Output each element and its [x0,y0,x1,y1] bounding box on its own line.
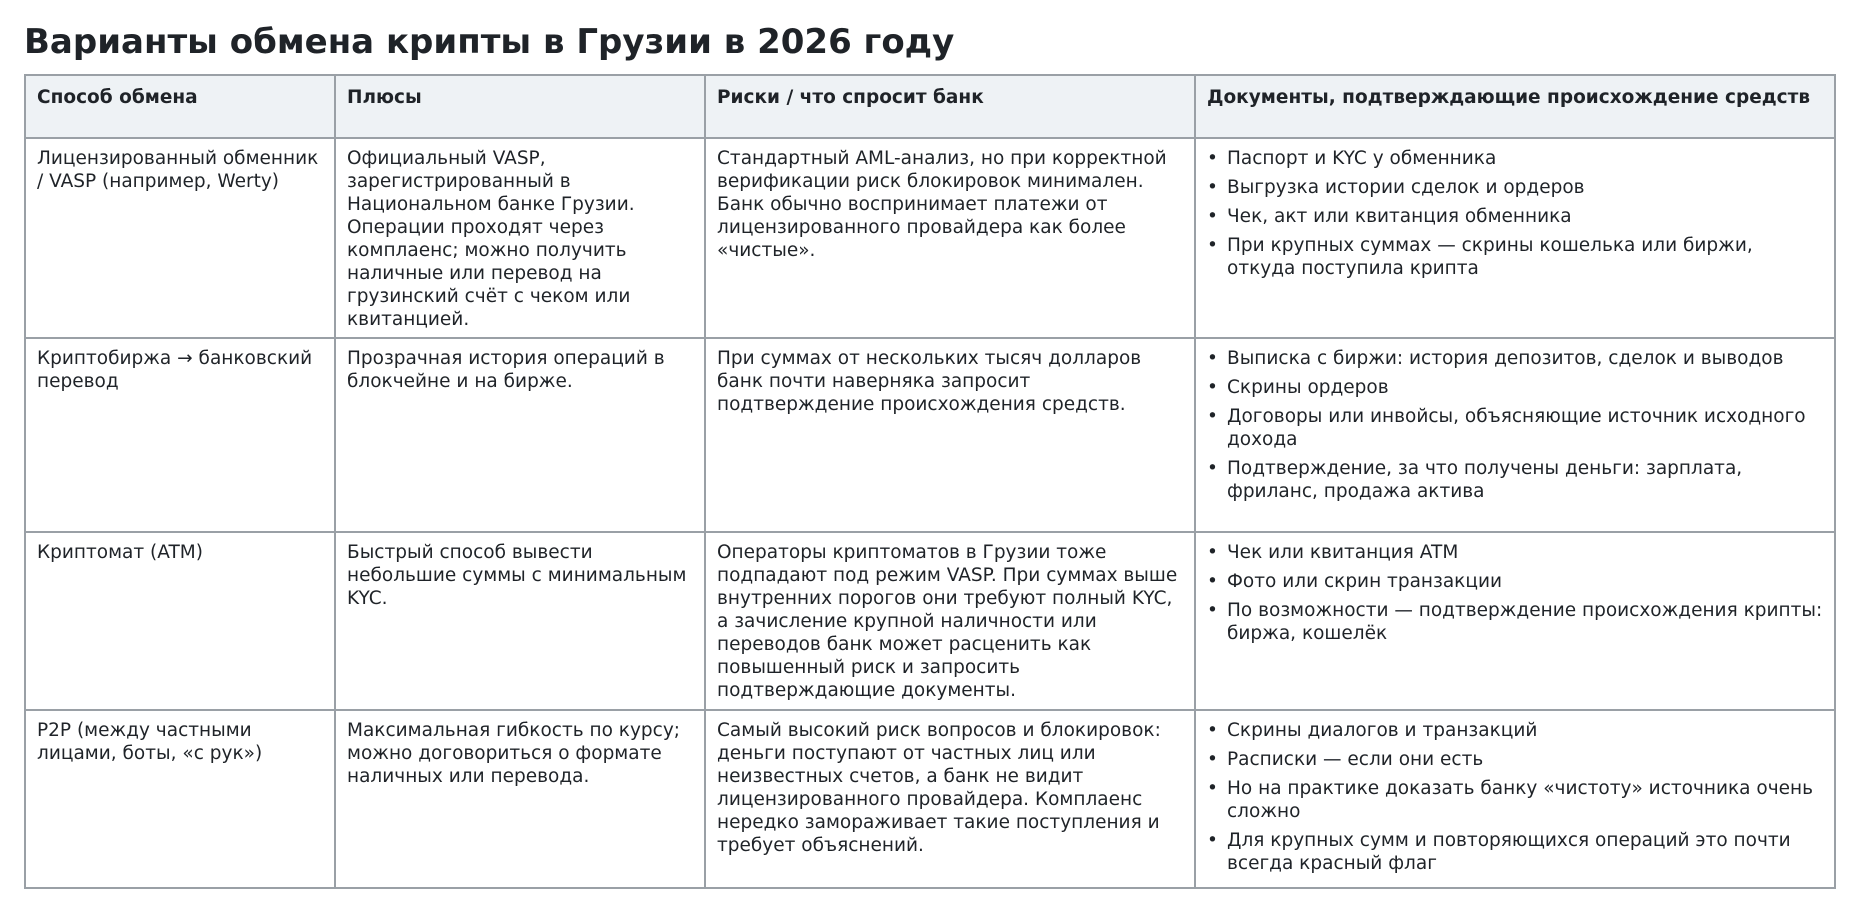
document-item: • При крупных суммах — скрины кошелька или биржи, откуда поступила крипта [1207,234,1824,280]
cell-pros: Официальный VASP, зарегистрированный в Национальном банке Грузии. Операции проходят через комплаенс; можно получить наличные или перевод на грузинский счёт с чеком или квитанцией. [335,138,705,338]
table-header [25,75,1835,138]
cell-pros: Быстрый способ вывести небольшие суммы с минимальным KYC. [335,532,705,710]
cell-risks: При суммах от нескольких тысяч долларов банк почти наверняка запросит подтверждение происхождения средств. [705,338,1195,532]
document-item: • Расписки — если они есть [1207,748,1824,771]
table-row [25,338,1835,532]
document-item: • Договоры или инвойсы, объясняющие источник исходного дохода [1207,405,1824,451]
document-item: • Для крупных сумм и повторяющихся операций это почти всегда красный флаг [1207,829,1824,875]
cell-pros: Максимальная гибкость по курсу; можно договориться о формате наличных или перевода. [335,710,705,888]
header-pros: Плюсы [335,75,705,138]
cell-method: Криптобиржа → банковский перевод [25,338,335,532]
page-title: Варианты обмена крипты в Грузии в 2026 году [24,22,955,62]
cell-documents [1195,138,1835,338]
cell-method: Лицензированный обменник / VASP (например, Werty) [25,138,335,338]
document-item: • Скрины ордеров [1207,376,1824,399]
crypto-exchange-table [24,74,1836,889]
cell-method: Криптомат (ATM) [25,532,335,710]
document-item: • Подтверждение, за что получены деньги: зарплата, фриланс, продажа актива [1207,457,1824,503]
header-documents: Документы, подтверждающие происхождение средств [1195,75,1835,138]
table-row [25,138,1835,338]
cell-risks: Операторы криптоматов в Грузии тоже подпадают под режим VASP. При суммах выше внутренних порогов они требуют полный KYC, а зачисление крупной наличности или переводов банк может расценить как повышенный риск и запросить подтверждающие документы. [705,532,1195,710]
document-item: • Скрины диалогов и транзакций [1207,719,1824,742]
header-method: Способ обмена [25,75,335,138]
document-item: • Выгрузка истории сделок и ордеров [1207,176,1824,199]
document-item: • Выписка с биржи: история депозитов, сделок и выводов [1207,347,1824,370]
table-row [25,532,1835,710]
document-item: • По возможности — подтверждение происхождения крипты: биржа, кошелёк [1207,599,1824,645]
document-item: • Чек или квитанция ATM [1207,541,1824,564]
document-item: • Паспорт и KYC у обменника [1207,147,1824,170]
cell-documents [1195,532,1835,710]
documents-list [1207,147,1824,280]
cell-risks: Стандартный AML-анализ, но при корректной верификации риск блокировок минимален. Банк обычно воспринимает платежи от лицензированного провайдера как более «чистые». [705,138,1195,338]
header-row [25,75,1835,138]
cell-documents [1195,338,1835,532]
cell-method: P2P (между частными лицами, боты, «с рук») [25,710,335,888]
documents-list [1207,541,1824,645]
documents-list [1207,347,1824,503]
documents-list [1207,719,1824,875]
document-item: • Но на практике доказать банку «чистоту» источника очень сложно [1207,777,1824,823]
header-risks: Риски / что спросит банк [705,75,1195,138]
cell-documents [1195,710,1835,888]
cell-pros: Прозрачная история операций в блокчейне и на бирже. [335,338,705,532]
table-row [25,710,1835,888]
cell-risks: Самый высокий риск вопросов и блокировок: деньги поступают от частных лиц или неизвестных счетов, а банк не видит лицензированного провайдера. Комплаенс нередко замораживает такие поступления и требует объяснений. [705,710,1195,888]
document-item: • Чек, акт или квитанция обменника [1207,205,1824,228]
document-item: • Фото или скрин транзакции [1207,570,1824,593]
table-body [25,138,1835,888]
